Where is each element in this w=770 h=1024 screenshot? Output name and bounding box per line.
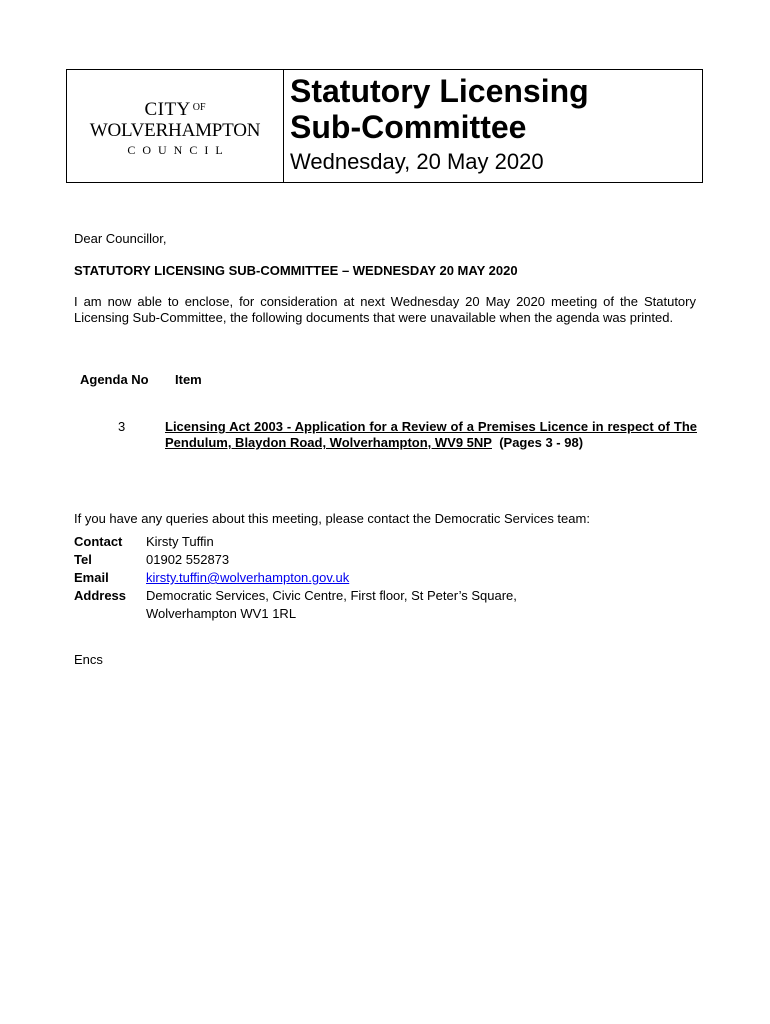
agenda-item-pages: (Pages 3 - 98) [499, 435, 584, 450]
queries-text: If you have any queries about this meeting, please contact the Democratic Services team: [74, 511, 590, 526]
logo-council: COUNCIL [127, 143, 230, 157]
enclosures: Encs [74, 652, 103, 667]
contact-name: Kirsty Tuffin [146, 534, 214, 549]
committee-title-line2: Sub-Committee [290, 109, 527, 145]
agenda-item-header: Item [175, 372, 202, 387]
agenda-item [165, 419, 697, 451]
logo-wolverhampton: WOLVERHAMPTON [89, 120, 261, 141]
agenda-item-link[interactable]: Licensing Act 2003 - Application for a Review of a Premises Licence in respect of The Pendulum, Blaydon Road, Wolverhampton, WV9 5NP [165, 419, 697, 450]
logo-city: CITY [144, 99, 191, 120]
agenda-no-header: Agenda No [80, 372, 149, 387]
email-label: Email [74, 570, 109, 585]
body-paragraph: I am now able to enclose, for consideration at next Wednesday 20 May 2020 meeting of the Statutory Licensing Sub-Committee, the following documents that were unavailable when the agenda was printed. [74, 294, 696, 325]
title-cell [284, 70, 702, 182]
committee-title-line1: Statutory Licensing [290, 73, 589, 109]
logo-of: OF [192, 102, 206, 113]
address-line2: Wolverhampton WV1 1RL [146, 606, 297, 621]
address-label: Address [74, 588, 127, 603]
email-link[interactable]: kirsty.tuffin@wolverhampton.gov.uk [146, 570, 350, 585]
salutation: Dear Councillor, [74, 231, 167, 246]
meeting-date: Wednesday, 20 May 2020 [290, 149, 544, 174]
subject-line: STATUTORY LICENSING SUB-COMMITTEE – WEDNESDAY 20 MAY 2020 [74, 263, 518, 278]
agenda-item-number: 3 [118, 419, 126, 434]
tel-label: Tel [74, 552, 92, 567]
contact-label: Contact [74, 534, 123, 549]
tel-value: 01902 552873 [146, 552, 230, 567]
header-box [66, 69, 703, 183]
address-line1: Democratic Services, Civic Centre, First floor, St Peter’s Square, [146, 588, 517, 603]
council-logo [67, 70, 284, 182]
